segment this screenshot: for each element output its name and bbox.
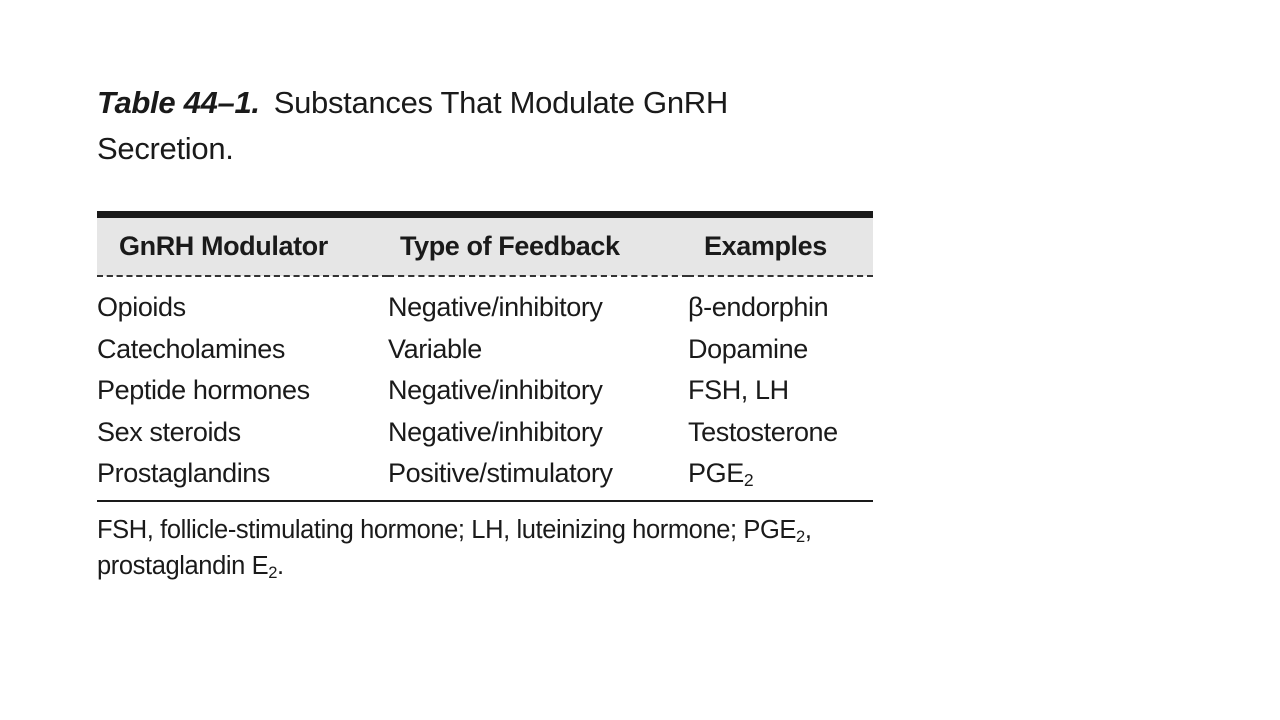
table-row xyxy=(97,453,873,495)
header-examples: Examples xyxy=(688,218,873,276)
table-row xyxy=(97,370,873,412)
cell-modulator: Catecholamines xyxy=(97,333,286,364)
table-footnote xyxy=(97,512,873,584)
footnote-part-1: FSH, follicle-stimulating hormone; LH, luteinizing hormone; PGE xyxy=(97,515,797,544)
table-header xyxy=(97,218,873,276)
modulator-table xyxy=(97,218,873,495)
cell-example: Testosterone xyxy=(688,416,838,447)
cell-modulator: Prostaglandins xyxy=(97,458,271,489)
footnote-part-4: . xyxy=(277,551,284,580)
subscript-2: 2 xyxy=(743,470,754,491)
cell-example xyxy=(688,453,873,495)
footnote-part-2: , xyxy=(804,515,812,544)
cell-modulator: Opioids xyxy=(97,292,186,323)
table-top-rule xyxy=(97,211,873,218)
cell-modulator: Peptide hormones xyxy=(97,375,310,406)
footnote-subscript-2: 2 xyxy=(268,562,278,582)
header-type-of-feedback: Type of Feedback xyxy=(388,218,688,276)
cell-modulator: Sex steroids xyxy=(97,416,241,447)
table-row xyxy=(97,412,873,454)
header-row xyxy=(97,218,873,276)
cell-example-text: PGE xyxy=(688,458,744,489)
cell-feedback: Positive/stimulatory xyxy=(388,458,613,489)
header-gnrh-modulator: GnRH Modulator xyxy=(97,218,388,276)
table-caption xyxy=(97,80,837,172)
table-title: Substances That Modulate GnRH Secretion. xyxy=(97,85,728,166)
cell-example: Dopamine xyxy=(688,333,808,364)
table-row xyxy=(97,329,873,371)
footnote-subscript-1: 2 xyxy=(796,526,805,546)
cell-example: FSH, LH xyxy=(688,375,789,406)
cell-feedback: Negative/inhibitory xyxy=(388,416,603,447)
table-number: Table 44–1. xyxy=(97,85,260,120)
table-row xyxy=(97,276,873,329)
table-container xyxy=(97,211,873,584)
table-body xyxy=(97,276,873,495)
cell-feedback: Negative/inhibitory xyxy=(388,292,603,323)
document-page xyxy=(97,80,873,584)
table-bottom-rule xyxy=(97,500,873,502)
cell-feedback: Variable xyxy=(388,333,482,364)
cell-feedback: Negative/inhibitory xyxy=(388,375,603,406)
cell-example: β-endorphin xyxy=(688,292,829,323)
footnote-part-3: prostaglandin E xyxy=(97,551,269,580)
